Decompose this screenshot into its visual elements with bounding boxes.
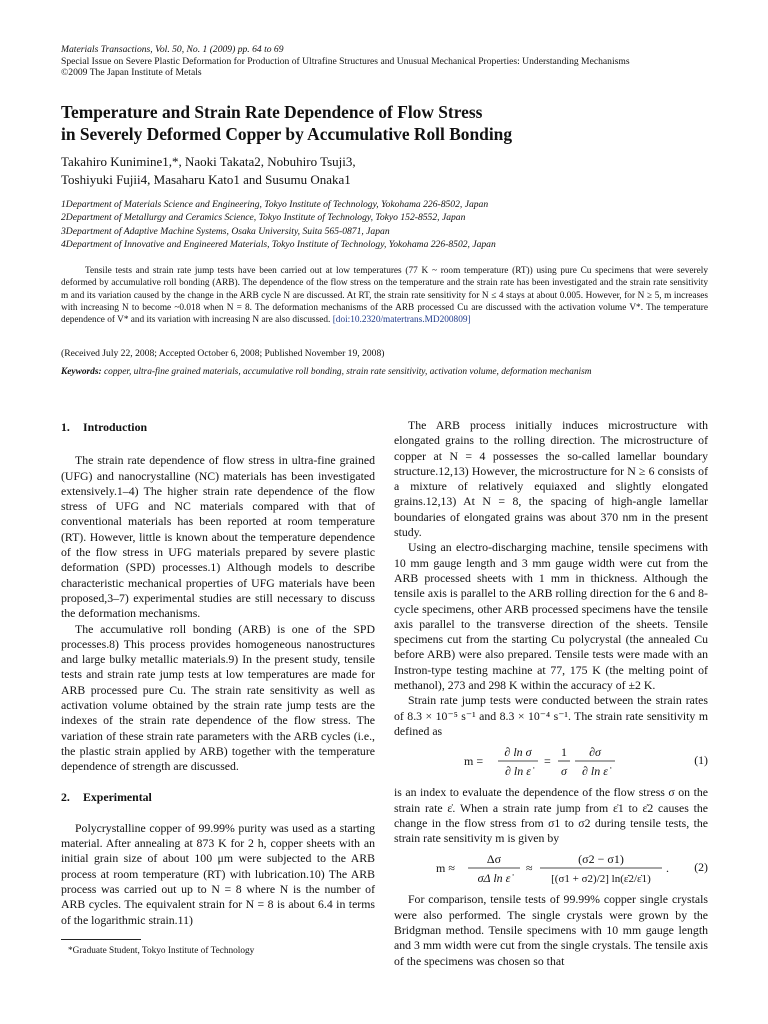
eq2-num-a: Δσ: [486, 852, 502, 867]
eq2-tail: .: [666, 861, 669, 876]
right-paragraph-1: The ARB process initially induces microstructure with elongated grains to the rolling direction. The microstructure of copper at N = 4 possesses the so-called lamellar boundary structure.12,13) However, the microstructure for N ≥ 6 consists of a mixture of relatively equiaxed and slightly elongated grains.12,13) At N = 8, the spacing of high-angle lamellar boundaries of elongated grains was about 370 nm in the present study.: [394, 418, 708, 540]
right-column: [394, 418, 708, 969]
author-line-2: Toshiyuki Fujii4, Masaharu Kato1 and Susumu Onaka1: [61, 172, 351, 187]
intro-paragraph-2: The accumulative roll bonding (ARB) is one of the SPD processes.8) This process provides homogeneous nanostructures and large bulky metallic materials.9) In the present study, tensile tests and strain rate jump tests at low temperatures are made for ARB processed pure Cu. The strain rate sensitivity as well as activation volume obtained by the strain rate jump tests are the indexes of the strain rate dependence of the flow stress. The variation of these strain rate parameters with the ARB cycles (i.e., the plastic strain applied by ARB) together with the temperature dependence of strength are discussed.: [61, 621, 375, 774]
affiliation-3: 3Department of Adaptive Machine Systems, Osaka University, Suita 565-0871, Japan: [61, 225, 390, 237]
paper-title: [61, 101, 721, 145]
title-line-2: in Severely Deformed Copper by Accumulative Roll Bonding: [61, 124, 513, 144]
equation-2-number: (2): [694, 860, 708, 875]
section-heading-experimental: 2. Experimental: [61, 789, 152, 804]
title-line-1: Temperature and Strain Rate Dependence of Flow Stress: [61, 102, 483, 122]
equation-1: [394, 739, 708, 785]
equation-2: [394, 846, 708, 892]
eq2-den-a: σΔ ln ε̇: [477, 871, 511, 886]
eq1-num-b: 1: [561, 745, 567, 760]
eq1-den-b: σ: [561, 764, 567, 779]
keywords-text: copper, ultra-fine grained materials, accumulative roll bonding, strain rate sensitivity, activation volume, deformation mechanism: [103, 367, 592, 377]
affiliation-4: 4Department of Innovative and Engineered Materials, Tokyo Institute of Technology, Yokohama 226-8502, Japan: [61, 239, 496, 251]
keywords: [61, 367, 592, 377]
section-heading-introduction: 1. Introduction: [61, 420, 148, 434]
left-column: [61, 420, 375, 928]
eq1-num-c: ∂σ: [589, 745, 601, 760]
eq1-den-a: ∂ ln ε̇: [505, 764, 531, 779]
footnote: *Graduate Student, Tokyo Institute of Technology: [68, 946, 255, 956]
affiliation-2: 2Department of Metallurgy and Ceramics Science, Tokyo Institute of Technology, Tokyo 152-8552, Japan: [61, 212, 466, 224]
experimental-paragraph-1: Polycrystalline copper of 99.99% purity was used as a starting material. After annealing at 873 K for 2 h, copper sheets with an initial grain size of about 100 μm were subjected to the ARB process at room temperature (RT) with lubrication.10) The ARB process was carried out up to N = 8 where N is the number of ARB cycles. The equivalent strain for N = 8 is about 6.4 in terms of the logarithmic strain.11): [61, 820, 375, 927]
journal-header: [61, 44, 721, 79]
affiliations: [61, 198, 721, 252]
doi-link[interactable]: [doi:10.2320/matertrans.MD200809]: [332, 315, 471, 326]
special-issue-line: Special Issue on Severe Plastic Deformation for Production of Ultrafine Structures and Unusual Mechanical Properties: Understanding Mechanisms: [61, 55, 630, 67]
eq1-den-c: ∂ ln ε̇: [582, 764, 608, 779]
eq1-mid: =: [544, 754, 551, 769]
author-line-1: Takahiro Kunimine1,*, Naoki Takata2, Nobuhiro Tsuji3,: [61, 154, 356, 169]
right-paragraph-4: is an index to evaluate the dependence of the flow stress σ on the strain rate ε̇. When a strain rate jump from ε̇1 to ε̇2 causes the change in the flow stress from σ1 to σ2 during tensile tests, the strain rate sensitivity m is given by: [394, 785, 708, 846]
eq1-lhs: m =: [464, 754, 484, 769]
journal-citation: Materials Transactions, Vol. 50, No. 1 (2009) pp. 64 to 69: [61, 44, 284, 55]
right-paragraph-5: For comparison, tensile tests of 99.99% copper single crystals were also performed. The single crystals were grown by the Bridgman method. Tensile specimens with 10 mm gauge length and 3 mm width were cut from the single crystals. The tensile axis of the specimens was chosen so that: [394, 892, 708, 968]
abstract: [61, 265, 708, 326]
affiliation-1: 1Department of Materials Science and Engineering, Tokyo Institute of Technology, Yokohama 226-8502, Japan: [61, 199, 489, 210]
copyright-line: ©2009 The Japan Institute of Metals: [61, 67, 202, 79]
eq2-mid: ≈: [526, 861, 533, 876]
footnote-rule: [61, 939, 141, 940]
author-list: [61, 153, 721, 189]
equation-1-number: (1): [694, 753, 708, 768]
eq1-num-a: ∂ ln σ: [504, 745, 532, 760]
eq2-num-b: (σ2 − σ1): [578, 852, 624, 867]
abstract-text: Tensile tests and strain rate jump tests have been carried out at low temperatures (77 K ~ room temperature (RT)) using pure Cu specimens that were severely deformed by accumulative roll bonding (ARB). The dependence of the flow stress on the temperature and the strain rate has been investigated and the strain rate sensitivity m and its variation caused by the change in the ARB cycle N are discussed. At RT, the strain rate sensitivity for N ≤ 4 stays at about 0.005. However, for N ≥ 5, m increases with increasing N to become ~0.018 when N = 8. The deformation mechanisms of the ARB processed Cu are discussed with the activation volume V*. The temperature dependence of V* and its variation with increasing N are also discussed.: [61, 266, 708, 326]
intro-paragraph-1: The strain rate dependence of flow stress in ultra-fine grained (UFG) and nanocrystalline (NC) materials has been investigated extensively.1–4) The higher strain rate dependence of the flow stress of UFG and NC materials compared with that of conventional materials has been reported at room temperature (RT). However, little is known about the temperature dependence of the flow stress in UFG materials prepared by severe plastic deformation (SPD) processes.1) Although models to describe characteristic mechanical properties of UFG materials have been proposed,3–7) experimental studies are still necessary to discuss the deformation mechanisms.: [61, 453, 375, 621]
eq2-lhs: m ≈: [436, 861, 455, 876]
eq2-den-b: [(σ1 + σ2)/2] ln(ε̇2/ε̇1): [551, 873, 651, 886]
right-paragraph-3: Strain rate jump tests were conducted between the strain rates of 8.3 × 10⁻⁵ s⁻¹ and 8.3 × 10⁻⁴ s⁻¹. The strain rate sensitivity m defined as: [394, 693, 708, 738]
right-paragraph-2: Using an electro-discharging machine, tensile specimens with 10 mm gauge length and 3 mm gauge width were cut from the ARB processed sheets with 1 mm in thickness. Although the tensile axis is parallel to the ARB rolling direction for the 6 and 8-cycle specimens, other ARB processed specimens have the tensile axis parallel to the transverse direction of the sheets. Tensile specimens cut from the starting Cu polycrystal (the annealed Cu before ARB) were also prepared. Tensile tests were made with an Instron-type testing machine at 77, 175 K (the melting point of methanol), 273 and 298 K within the accuracy of ±2 K.: [394, 540, 708, 693]
equation-2-formula: [436, 846, 726, 892]
keywords-label: Keywords:: [61, 367, 102, 377]
received-dates: (Received July 22, 2008; Accepted October 6, 2008; Published November 19, 2008): [61, 348, 385, 359]
